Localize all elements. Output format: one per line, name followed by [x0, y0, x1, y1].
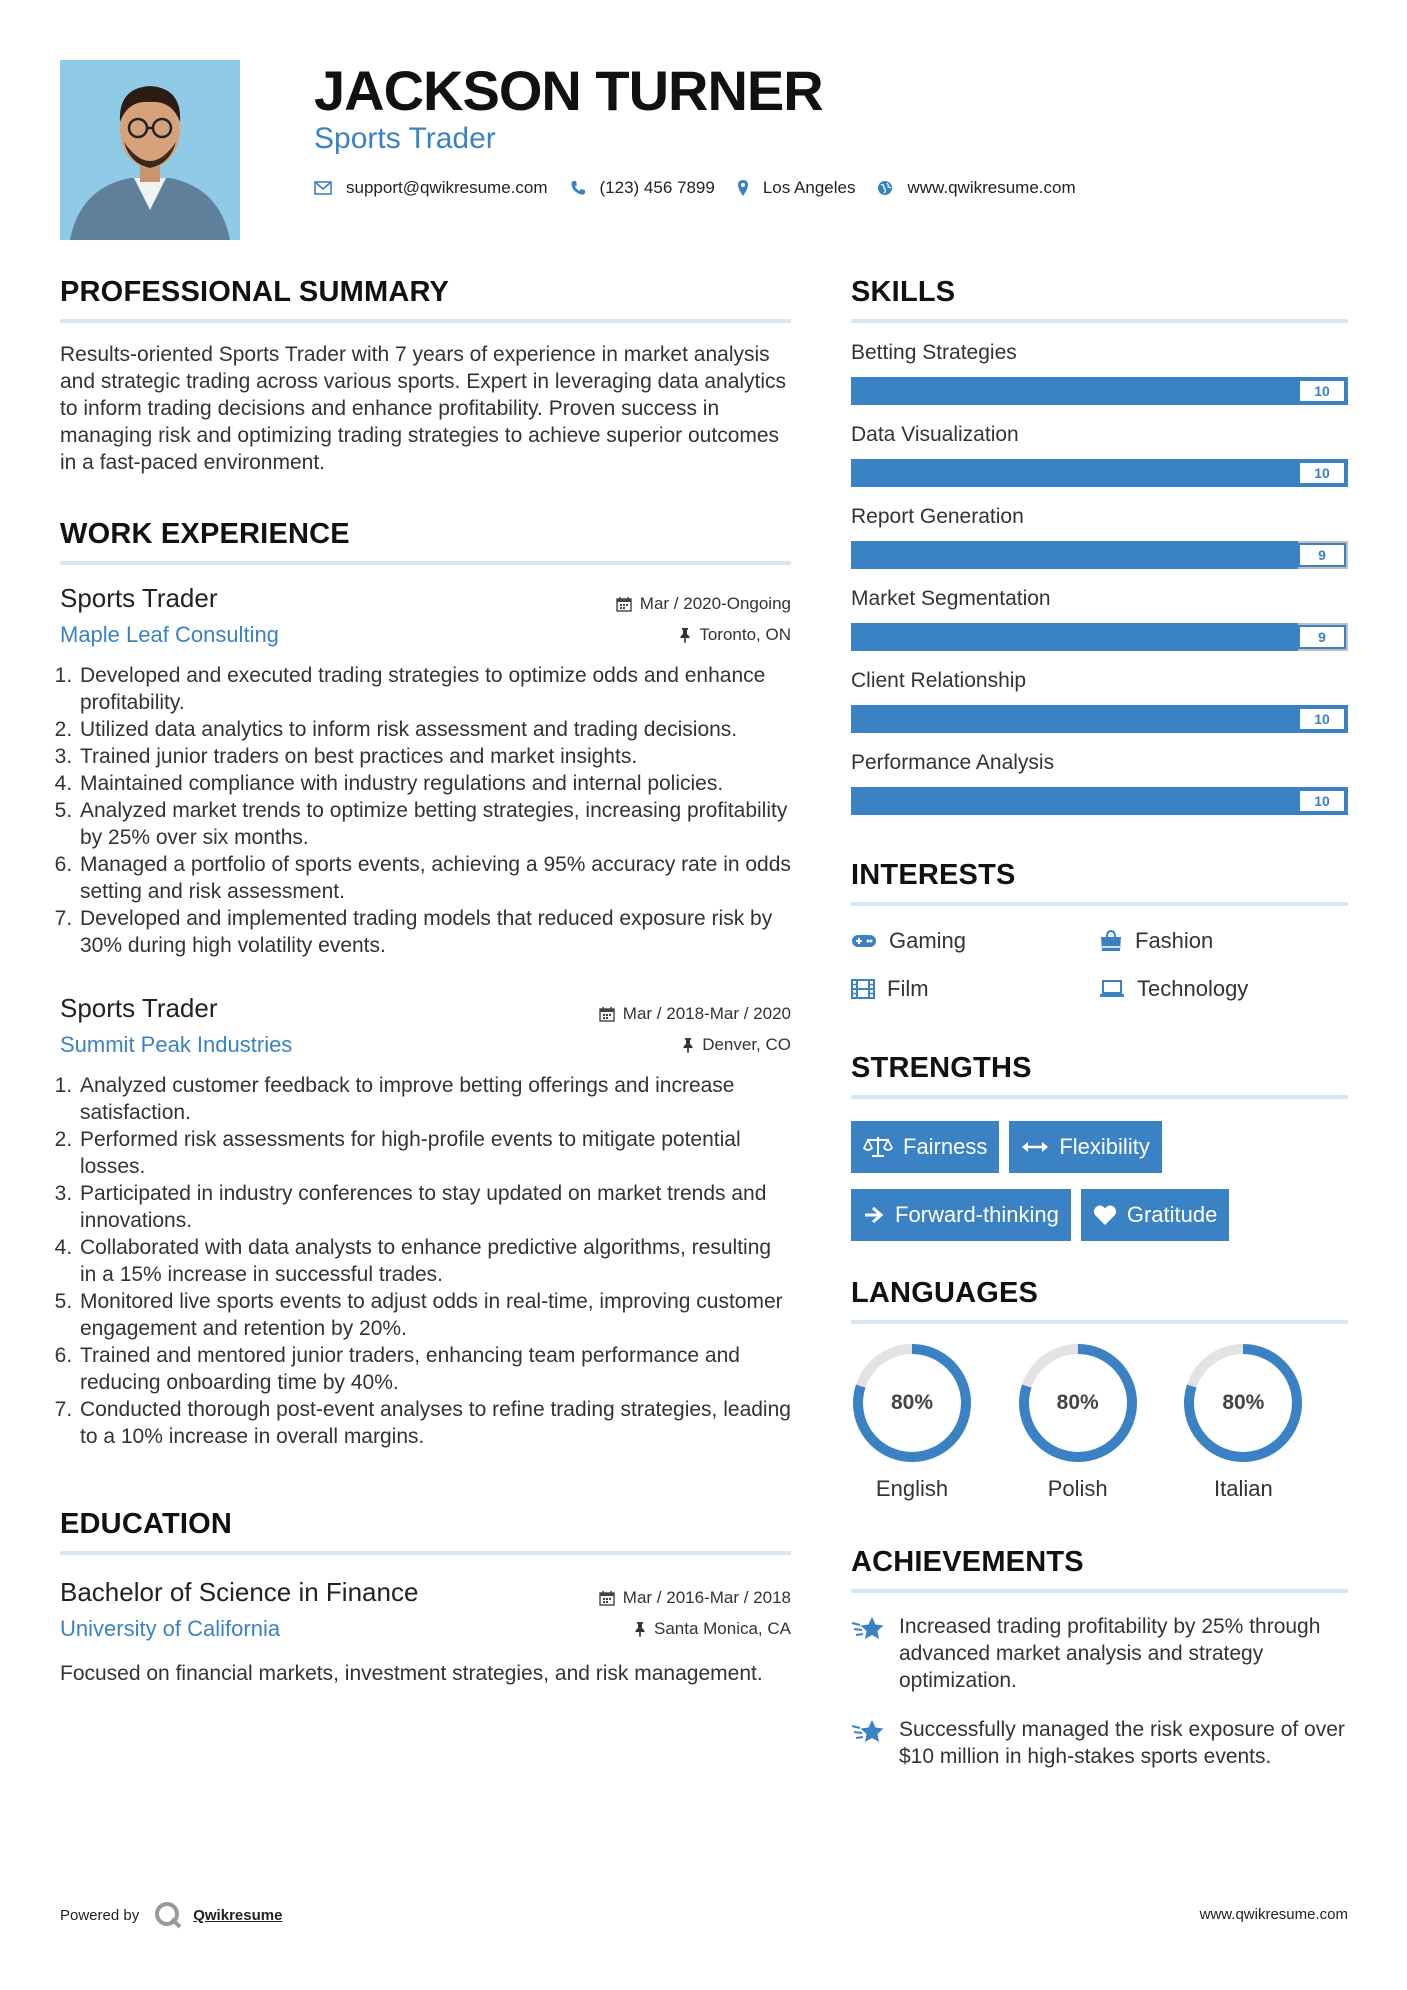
section-divider [851, 1589, 1348, 1593]
shooting-star-icon [851, 1615, 885, 1643]
skill-fill [851, 377, 1348, 405]
avatar [60, 60, 240, 240]
candidate-name: JACKSON TURNER [314, 59, 823, 122]
list-item: 6. Managed a portfolio of sports events, achieving a 95% accuracy rate in odds setting and risk assessment. [78, 851, 791, 905]
map-marker-icon [737, 179, 749, 197]
skills-list [851, 341, 1348, 815]
section-title: SKILLS [851, 276, 956, 308]
achievement-text: Successfully managed the risk exposure of over $10 million in high-stakes sports events. [899, 1718, 1345, 1768]
contact-location [737, 178, 856, 198]
footer-powered-by [60, 1900, 282, 1930]
section-divider [60, 1551, 791, 1555]
language-item [1017, 1342, 1183, 1502]
education-section [60, 1508, 791, 1687]
interest-item [1099, 976, 1347, 1002]
list-item: 1. Analyzed customer feedback to improve betting offerings and increase satisfaction. [78, 1072, 791, 1126]
pushpin-icon [682, 1037, 694, 1053]
summary-section [60, 276, 791, 476]
job-company: Maple Leaf Consulting [60, 622, 279, 647]
website-text: www.qwikresume.com [907, 178, 1076, 197]
phone-icon [570, 180, 586, 196]
right-column [851, 276, 1348, 1770]
interest-item [1099, 928, 1347, 954]
languages-section [851, 1277, 1348, 1502]
achievements-section [851, 1546, 1348, 1770]
list-item: 7. Conducted thorough post-event analyses to refine trading strategies, leading to a 10% increase in overall margins. [78, 1396, 791, 1450]
section-divider [851, 1095, 1348, 1099]
job-location-text: Toronto, ON [699, 625, 791, 644]
section-divider [851, 902, 1348, 906]
education-location-text: Santa Monica, CA [653, 1619, 791, 1638]
language-name: Polish [1047, 1476, 1108, 1501]
balance-scale-icon [863, 1136, 893, 1158]
job-dates-text: Mar / 2020-Ongoing [639, 594, 791, 613]
list-item: 6. Trained and mentored junior traders, enhancing team performance and reducing onboarding time by 40%. [78, 1342, 791, 1396]
skill-level: 10 [1298, 379, 1346, 403]
strengths-section [851, 1052, 1348, 1257]
language-name: English [875, 1476, 949, 1501]
section-title: EDUCATION [60, 1508, 233, 1540]
shooting-star-icon [851, 1718, 885, 1746]
skill-item [851, 423, 1348, 487]
interest-label: Technology [1137, 976, 1249, 1001]
skill-name: Market Segmentation [851, 587, 1051, 610]
skill-item [851, 669, 1348, 733]
strength-badge [851, 1189, 1071, 1241]
film-icon [851, 979, 875, 999]
skill-item [851, 505, 1348, 569]
skill-bar [851, 541, 1348, 569]
interest-label: Gaming [889, 928, 967, 953]
calendar-icon [616, 596, 632, 612]
brand-link[interactable]: Qwikresume [193, 1906, 283, 1924]
skill-level: 10 [1298, 461, 1346, 485]
list-item: 2. Performed risk assessments for high-profile events to mitigate potential losses. [78, 1126, 791, 1180]
language-percent: 80% [1222, 1391, 1265, 1414]
candidate-title: Sports Trader [314, 122, 496, 155]
job-entry [60, 993, 791, 1450]
skills-section [851, 276, 1348, 815]
job-bullets [60, 662, 791, 959]
skill-bar [851, 705, 1348, 733]
skill-level: 9 [1298, 625, 1346, 649]
language-item [851, 1342, 1017, 1502]
arrows-horizontal-icon [1021, 1140, 1049, 1154]
job-dates-text: Mar / 2018-Mar / 2020 [622, 1004, 791, 1023]
location-text: Los Angeles [762, 178, 856, 197]
section-title: ACHIEVEMENTS [851, 1546, 1084, 1578]
interests-section [851, 859, 1348, 1002]
calendar-icon [599, 1006, 615, 1022]
contact-email[interactable] [314, 178, 548, 198]
skill-item [851, 587, 1348, 651]
job-entry [60, 583, 791, 959]
skill-name: Report Generation [851, 505, 1024, 528]
skill-name: Client Relationship [851, 669, 1027, 692]
summary-text: Results-oriented Sports Trader with 7 years of experience in market analysis and strategic trading across various sports. Expert in leveraging data analytics to inform trading decisions and enhance profitability. Proven success in managing risk and optimizing trading strategies to achieve superior outcomes in a fast-paced environment. [60, 343, 787, 474]
skill-fill [851, 623, 1298, 651]
education-entry [60, 1577, 791, 1687]
language-percent: 80% [1056, 1391, 1099, 1414]
strength-label: Forward-thinking [895, 1202, 1059, 1227]
strength-label: Flexibility [1059, 1134, 1150, 1159]
skill-bar [851, 459, 1348, 487]
section-title: LANGUAGES [851, 1277, 1039, 1309]
globe-icon [877, 180, 893, 196]
job-role: Sports Trader [60, 993, 218, 1023]
list-item: 7. Developed and implemented trading models that reduced exposure risk by 30% during high volatility events. [78, 905, 791, 959]
strength-badge [1081, 1189, 1230, 1241]
job-company: Summit Peak Industries [60, 1032, 293, 1057]
powered-by-text: Powered by [60, 1906, 140, 1924]
list-item: 5. Analyzed market trends to optimize betting strategies, increasing profitability by 25% over six months. [78, 797, 791, 851]
heart-icon [1093, 1204, 1117, 1226]
shopping-bag-icon [1099, 930, 1123, 952]
list-item: 4. Collaborated with data analysts to enhance predictive algorithms, resulting in a 15% increase in successful trades. [78, 1234, 791, 1288]
strength-label: Fairness [903, 1134, 988, 1159]
section-divider [60, 561, 791, 565]
left-column [60, 276, 791, 1687]
education-description: Focused on financial markets, investment strategies, and risk management. [60, 1662, 763, 1685]
section-title: WORK EXPERIENCE [60, 518, 350, 550]
section-divider [60, 319, 791, 323]
job-location [682, 1035, 791, 1055]
interest-item [851, 928, 1099, 954]
list-item: 1. Developed and executed trading strategies to optimize odds and enhance profitability. [78, 662, 791, 716]
skill-level: 10 [1298, 789, 1346, 813]
interest-item [851, 976, 1099, 1002]
job-role: Sports Trader [60, 583, 218, 613]
school-name: University of California [60, 1616, 281, 1641]
experience-section [60, 518, 791, 1450]
skill-bar [851, 787, 1348, 815]
strength-badge [1009, 1121, 1161, 1173]
section-divider [851, 1320, 1348, 1324]
interest-label: Fashion [1135, 928, 1214, 953]
pushpin-icon [679, 627, 691, 643]
section-title: PROFESSIONAL SUMMARY [60, 276, 450, 308]
achievement-item [851, 1613, 1348, 1694]
skill-name: Performance Analysis [851, 751, 1055, 774]
pushpin-icon [634, 1621, 646, 1637]
contact-phone[interactable] [570, 178, 715, 198]
list-item: 2. Utilized data analytics to inform risk assessment and trading decisions. [78, 716, 791, 743]
skill-bar [851, 623, 1348, 651]
language-ring [851, 1342, 973, 1464]
section-divider [851, 319, 1348, 323]
skill-name: Betting Strategies [851, 341, 1017, 364]
skill-fill [851, 787, 1348, 815]
language-percent: 80% [890, 1391, 934, 1414]
job-bullets [60, 1072, 791, 1450]
gamepad-icon [851, 932, 877, 950]
envelope-icon [314, 181, 332, 195]
list-item: 3. Trained junior traders on best practices and market insights. [78, 743, 791, 770]
strength-label: Gratitude [1126, 1202, 1218, 1227]
achievement-item [851, 1716, 1348, 1770]
job-dates [599, 1004, 791, 1024]
skill-fill [851, 541, 1298, 569]
achievement-text: Increased trading profitability by 25% through advanced market analysis and strategy optimization. [899, 1615, 1321, 1692]
education-dates [599, 1588, 791, 1608]
language-ring [1182, 1342, 1304, 1464]
profile-photo [60, 60, 240, 240]
skill-level: 10 [1298, 707, 1346, 731]
qwikresume-logo-icon [153, 1900, 183, 1930]
language-name: Italian [1213, 1476, 1273, 1501]
contact-row [314, 178, 1098, 198]
interest-label: Film [887, 976, 929, 1001]
contact-website[interactable] [877, 178, 1075, 198]
skill-item [851, 751, 1348, 815]
skill-bar [851, 377, 1348, 405]
skill-item [851, 341, 1348, 405]
skill-level: 9 [1298, 543, 1346, 567]
footer-website[interactable]: www.qwikresume.com [1199, 1906, 1348, 1923]
degree-title: Bachelor of Science in Finance [60, 1577, 419, 1607]
laptop-icon [1099, 980, 1125, 998]
job-location-text: Denver, CO [702, 1035, 791, 1054]
language-ring [1017, 1342, 1139, 1464]
email-text: support@qwikresume.com [346, 178, 548, 197]
list-item: 4. Maintained compliance with industry regulations and internal policies. [78, 770, 791, 797]
job-location [679, 625, 791, 645]
arrow-right-icon [863, 1205, 885, 1225]
phone-text: (123) 456 7899 [599, 178, 715, 197]
skill-fill [851, 705, 1348, 733]
strength-badge [851, 1121, 999, 1173]
calendar-icon [599, 1590, 615, 1606]
language-item [1182, 1342, 1348, 1502]
education-dates-text: Mar / 2016-Mar / 2018 [622, 1588, 791, 1607]
section-title: STRENGTHS [851, 1052, 1032, 1084]
list-item: 3. Participated in industry conferences to stay updated on market trends and innovations. [78, 1180, 791, 1234]
skill-fill [851, 459, 1348, 487]
skill-name: Data Visualization [851, 423, 1019, 446]
job-dates [616, 594, 791, 614]
list-item: 5. Monitored live sports events to adjust odds in real-time, improving customer engagement and retention by 20%. [78, 1288, 791, 1342]
section-title: INTERESTS [851, 859, 1016, 891]
education-location [634, 1619, 791, 1639]
